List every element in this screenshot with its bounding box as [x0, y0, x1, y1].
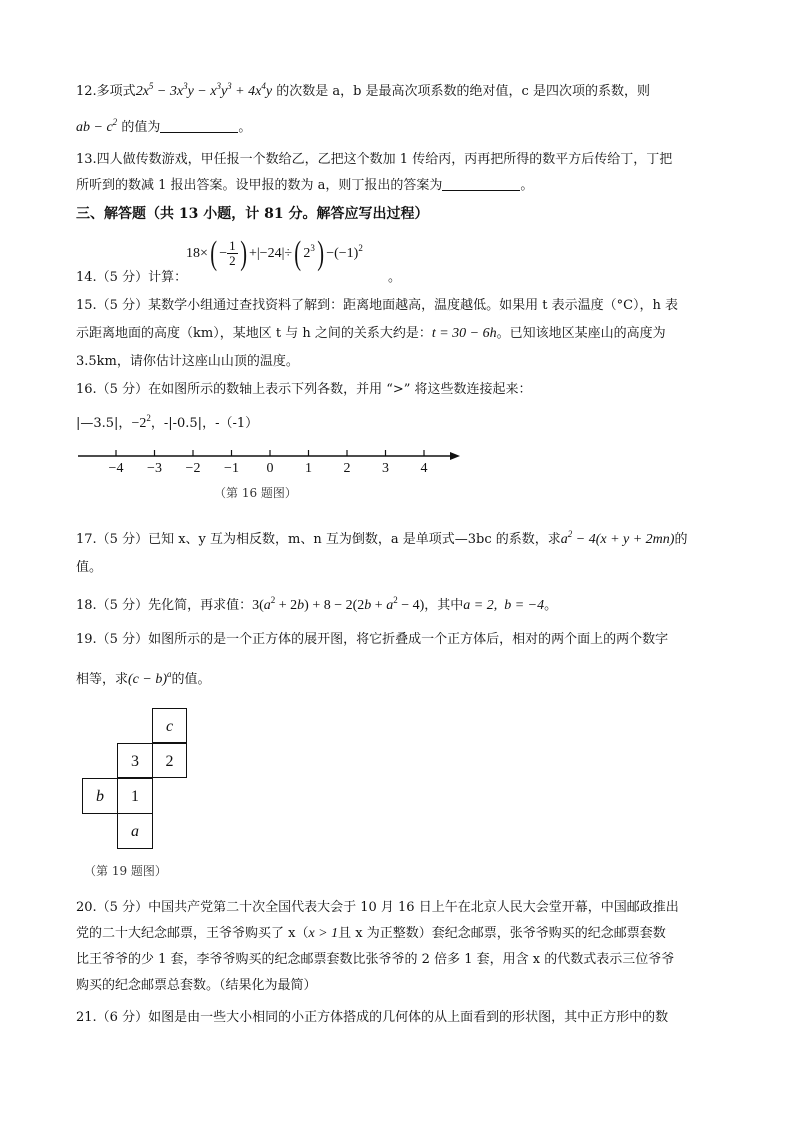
q16-caption: （第 16 题图）	[214, 486, 297, 500]
q14-label: 14.（5 分）计算：	[76, 270, 188, 285]
number-line-tick-label: 0	[266, 461, 274, 476]
q20-line2-text: 党的二十大纪念邮票，王爷爷购买了 x（	[76, 926, 309, 941]
q17-line2: 值。	[76, 560, 103, 575]
q12-answer-blank[interactable]	[160, 118, 238, 133]
q15-line1: 15.（5 分）某数学小组通过查找资料了解到：距离地面越高，温度越低。如果用 t 表示温度（°C），h 表	[76, 298, 679, 313]
q13-line2-text: 所听到的数减 1 报出答案。设甲报的数为 a，则丁报出的答案为	[76, 178, 443, 193]
q20-condition: x > 1	[308, 926, 339, 941]
q19-line2-text: 相等，求	[76, 672, 129, 687]
q16-number-line	[70, 436, 470, 476]
q12-expression: ab − $c^2$	[76, 117, 118, 135]
number-line-tick-label: −1	[224, 461, 239, 476]
q15-line2-text: 示距离地面的高度（km），某地区 t 与 h 之间的关系大约是：	[76, 326, 432, 341]
q20-line1: 20.（5 分）中国共产党第二十次全国代表大会于 10 月 16 日上午在北京人民大会堂开幕，中国邮政推出	[76, 900, 679, 915]
q20-line2	[76, 924, 666, 944]
number-line-tick-label: −3	[147, 461, 162, 476]
q18-prefix: 18.（5 分）先化简，再求值：	[76, 598, 253, 613]
q19-line1: 19.（5 分）如图所示的是一个正方体的展开图，将它折叠成一个正方体后，相对的两个面上的两个数字	[76, 632, 669, 647]
number-line-tick-label: 2	[343, 461, 351, 476]
q17-line1-text: 17.（5 分）已知 x、y 互为相反数，m、n 互为倒数，a 是单项式—3bc 的系数，求	[76, 532, 561, 547]
q18-line	[76, 596, 557, 616]
number-line-tick-label: 1	[305, 461, 312, 476]
q16-items	[76, 414, 258, 434]
q19-cube-net	[82, 708, 188, 850]
cube-face-c: c	[152, 708, 187, 743]
q15-line2-tail: 。已知该地区某座山的高度为	[496, 326, 666, 341]
q17-line1	[76, 530, 687, 550]
cube-face-a: a	[117, 813, 153, 849]
q14-formula: 18×( − $\frac{1}{2}$ ) +|−24|÷( $2^3) -(-1)^2$	[186, 235, 363, 272]
q17-expression: $a^2 - 4(x + y + 2mn)$	[560, 529, 675, 547]
q17-line1-tail: 的	[674, 532, 688, 547]
q18-middle: ，其中	[424, 598, 464, 613]
q13-end: 。	[520, 178, 534, 193]
q13-line2	[76, 176, 533, 196]
number-line-tick-label: −2	[185, 461, 201, 476]
cube-face-1: 1	[117, 778, 153, 814]
q14-end: 。	[388, 270, 402, 285]
number-line-tick-label: −4	[108, 461, 124, 476]
q20-line2-tail: 且 x 为正整数）套纪念邮票，张爷爷购买的纪念邮票套数	[338, 926, 666, 941]
q16-item-abs: |—3.5|，	[76, 416, 132, 431]
q12-line2	[76, 118, 251, 138]
q20-line4: 购买的纪念邮票总套数。（结果化为最简）	[76, 978, 317, 993]
number-line-tick-label: 4	[420, 461, 428, 476]
q15-line2	[76, 324, 666, 344]
cube-face-2: 2	[152, 743, 187, 778]
q12-middle-text: 的次数是 a，b 是最高次项系数的绝对值，c 是四次项的系数，则	[276, 84, 650, 99]
q15-formula: t = 30 − 6h	[431, 326, 497, 341]
q16-item-power: $-2^2$	[131, 413, 151, 431]
q12-polynomial: $2x^5 - 3x^3y - x^3y^3 + 4x^4y$	[135, 81, 273, 99]
q15-line3: 3.5km，请你估计这座山山顶的温度。	[76, 354, 299, 369]
q16-item-rest: ，-|-0.5|，-（-1）	[150, 416, 259, 431]
q18-end: 。	[544, 598, 558, 613]
q12-line1	[76, 82, 650, 102]
q21-line1: 21.（6 分）如图是由一些大小相同的小正方体搭成的几何体的从上面看到的形状图，其中正方形中的数	[76, 1010, 669, 1025]
q12-tail-text: 的值为	[121, 120, 161, 135]
q20-line3: 比王爷爷的少 1 套，李爷爷购买的纪念邮票套数比张爷爷的 2 倍多 1 套，用含 x 的代数式表示三位爷爷	[76, 952, 675, 967]
q19-line2	[76, 670, 211, 690]
q12-end: 。	[238, 120, 252, 135]
q12-prefix: 12.多项式	[76, 84, 136, 99]
q19-line2-tail: 的值。	[171, 672, 211, 687]
q13-line1: 13.四人做传数游戏，甲任报一个数给乙，乙把这个数加 1 传给丙，丙再把所得的数平方后传给丁，丁把	[76, 152, 673, 167]
q18-values: a = 2, b = −4	[463, 598, 545, 613]
cube-face-b: b	[82, 778, 118, 814]
section-three-heading: 三、解答题（共 13 小题，计 81 分。解答应写出过程）	[76, 206, 429, 222]
cube-face-3: 3	[117, 743, 153, 778]
q13-answer-blank[interactable]	[442, 176, 520, 191]
q19-expression: $(c - b)^a$	[128, 669, 172, 687]
q16-line1: 16.（5 分）在如图所示的数轴上表示下列各数，并用 “>” 将这些数连接起来：	[76, 382, 532, 397]
number-line-tick-label: 3	[382, 461, 389, 476]
q18-expression: $3(a^2 + 2b) + 8 - 2(2b + a^2 - 4)$	[252, 595, 425, 613]
q19-caption: （第 19 题图）	[84, 864, 167, 878]
